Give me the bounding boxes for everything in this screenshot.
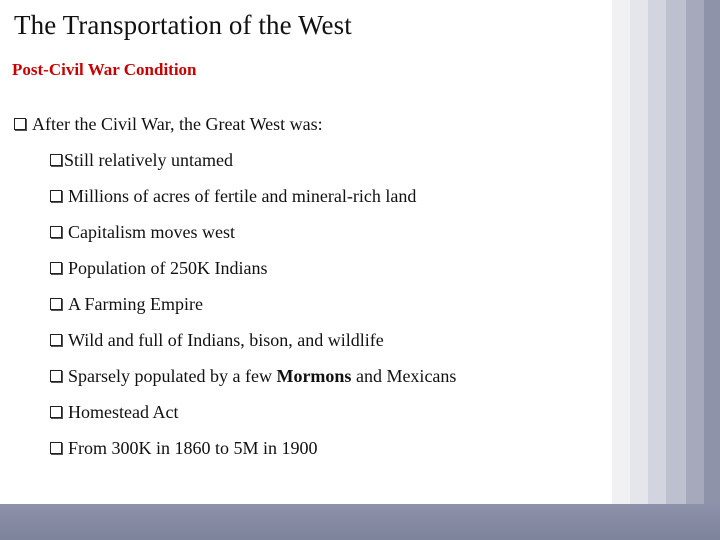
list-item-text: Population of 250K Indians [68, 258, 268, 278]
bottom-band [0, 504, 720, 540]
list-item-text: Homestead Act [68, 402, 179, 422]
list-item [50, 222, 235, 243]
list-item-text: Wild and full of Indians, bison, and wildlife [68, 330, 384, 350]
checkbox-square-icon [14, 118, 26, 130]
intro-text: After the Civil War, the Great West was: [32, 114, 323, 134]
list-item [50, 330, 384, 351]
list-item [50, 186, 416, 207]
list-item [50, 366, 456, 387]
list-item-text: Millions of acres of fertile and mineral-rich land [68, 186, 417, 206]
checkbox-square-icon [50, 154, 62, 166]
checkbox-square-icon [50, 190, 62, 202]
slide-title: The Transportation of the West [14, 10, 352, 40]
list-item-text: A Farming Empire [68, 294, 203, 314]
checkbox-square-icon [50, 298, 62, 310]
intro-bullet [14, 114, 323, 135]
checkbox-square-icon [50, 370, 62, 382]
checkbox-square-icon [50, 262, 62, 274]
list-item [50, 150, 233, 171]
list-item-text: Capitalism moves west [68, 222, 235, 242]
list-item-text: From 300K in 1860 to 5M in 1900 [68, 438, 318, 458]
checkbox-square-icon [50, 406, 62, 418]
list-item-text [68, 366, 456, 387]
list-item [50, 294, 203, 315]
checkbox-square-icon [50, 226, 62, 238]
sparse-after: and Mexicans [351, 366, 457, 386]
list-item [50, 258, 268, 279]
list-item [50, 402, 178, 423]
slide-subtitle: Post-Civil War Condition [12, 60, 197, 79]
checkbox-square-icon [50, 442, 62, 454]
list-item [50, 438, 318, 459]
list-item-text: Still relatively untamed [64, 150, 233, 170]
sparse-before: Sparsely populated by a few [68, 366, 277, 386]
checkbox-square-icon [50, 334, 62, 346]
sparse-bold: Mormons [276, 366, 352, 386]
